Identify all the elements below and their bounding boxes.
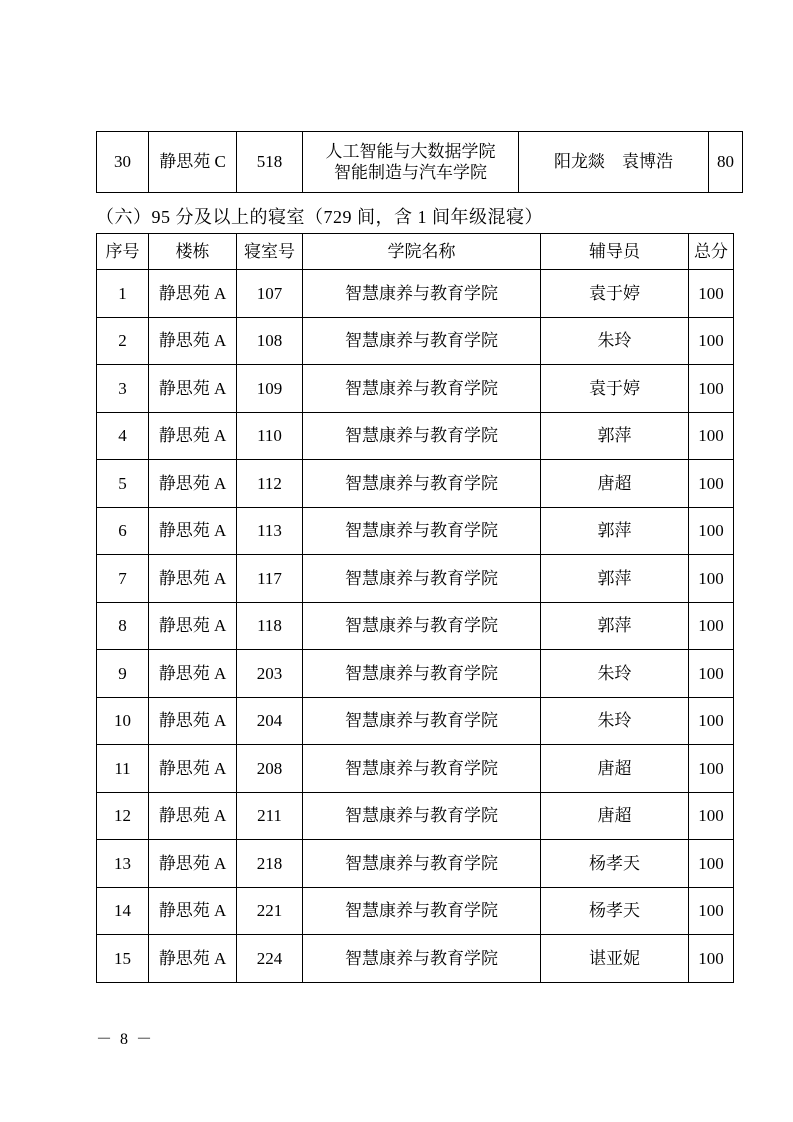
table-row: [97, 602, 734, 650]
cell-counselor: 朱玲: [541, 650, 689, 698]
cell-building: 静思苑 A: [149, 317, 237, 365]
cell-college: 智慧康养与教育学院: [303, 317, 541, 365]
cell-building: 静思苑 A: [149, 650, 237, 698]
cell-room: 113: [237, 507, 303, 555]
cell-room: 208: [237, 745, 303, 793]
cell-room: 107: [237, 270, 303, 318]
cell-room: 221: [237, 887, 303, 935]
cell-college: 智慧康养与教育学院: [303, 650, 541, 698]
table-row: [97, 697, 734, 745]
cell-no: 10: [97, 697, 149, 745]
cell-score: 100: [689, 555, 734, 603]
cell-score: 100: [689, 792, 734, 840]
cell-score: 100: [689, 460, 734, 508]
table-row: [97, 132, 743, 193]
cell-college: 智慧康养与教育学院: [303, 602, 541, 650]
cell-college: 智慧康养与教育学院: [303, 460, 541, 508]
cell-building: 静思苑 A: [149, 792, 237, 840]
cell-no: 9: [97, 650, 149, 698]
cell-no: 4: [97, 412, 149, 460]
table-row: [97, 555, 734, 603]
cell-score: 100: [689, 745, 734, 793]
cell-building: 静思苑 A: [149, 697, 237, 745]
cell-building: 静思苑 A: [149, 602, 237, 650]
cell-no: 5: [97, 460, 149, 508]
table-row: [97, 935, 734, 983]
section-heading: （六）95 分及以上的寝室（729 间，含 1 间年级混寝）: [96, 207, 543, 227]
cell-room: 112: [237, 460, 303, 508]
header-college: 学院名称: [303, 234, 541, 270]
college-line-2: 智能制造与汽车学院: [334, 163, 487, 182]
cell-counselor: 朱玲: [541, 317, 689, 365]
cell-counselor: 阳龙燚 袁博浩: [519, 132, 709, 193]
cell-counselor: 郭萍: [541, 507, 689, 555]
cell-building: 静思苑 A: [149, 555, 237, 603]
cell-room: 518: [237, 132, 303, 193]
cell-counselor: 唐超: [541, 792, 689, 840]
cell-college: 智慧康养与教育学院: [303, 697, 541, 745]
cell-score: 100: [689, 270, 734, 318]
cell-score: 100: [689, 840, 734, 888]
cell-no: 8: [97, 602, 149, 650]
cell-room: 204: [237, 697, 303, 745]
table-row: [97, 650, 734, 698]
cell-no: 7: [97, 555, 149, 603]
cell-college: 智慧康养与教育学院: [303, 792, 541, 840]
table-header-row: [97, 234, 734, 270]
cell-no: 6: [97, 507, 149, 555]
table-row: [97, 460, 734, 508]
header-no: 序号: [97, 234, 149, 270]
cell-no: 30: [97, 132, 149, 193]
cell-score: 100: [689, 935, 734, 983]
cell-room: 224: [237, 935, 303, 983]
cell-no: 15: [97, 935, 149, 983]
table-row: [97, 887, 734, 935]
cell-room: 109: [237, 365, 303, 413]
cell-college: 智慧康养与教育学院: [303, 555, 541, 603]
cell-college: 智慧康养与教育学院: [303, 412, 541, 460]
cell-no: 12: [97, 792, 149, 840]
cell-counselor: 郭萍: [541, 602, 689, 650]
cell-building: 静思苑 C: [149, 132, 237, 193]
cell-room: 218: [237, 840, 303, 888]
previous-section-table: [96, 131, 743, 193]
cell-room: 118: [237, 602, 303, 650]
cell-building: 静思苑 A: [149, 412, 237, 460]
cell-counselor: 谌亚妮: [541, 935, 689, 983]
cell-college: [303, 132, 519, 193]
cell-room: 211: [237, 792, 303, 840]
cell-counselor: 朱玲: [541, 697, 689, 745]
cell-no: 11: [97, 745, 149, 793]
cell-score: 80: [709, 132, 743, 193]
cell-no: 2: [97, 317, 149, 365]
cell-no: 13: [97, 840, 149, 888]
header-room: 寝室号: [237, 234, 303, 270]
cell-no: 1: [97, 270, 149, 318]
cell-score: 100: [689, 412, 734, 460]
cell-counselor: 唐超: [541, 460, 689, 508]
cell-college: 智慧康养与教育学院: [303, 365, 541, 413]
cell-score: 100: [689, 317, 734, 365]
cell-building: 静思苑 A: [149, 935, 237, 983]
cell-counselor: 袁于婷: [541, 365, 689, 413]
cell-building: 静思苑 A: [149, 507, 237, 555]
table-row: [97, 412, 734, 460]
cell-building: 静思苑 A: [149, 460, 237, 508]
cell-college: 智慧康养与教育学院: [303, 840, 541, 888]
cell-college: 智慧康养与教育学院: [303, 270, 541, 318]
cell-no: 14: [97, 887, 149, 935]
cell-college: 智慧康养与教育学院: [303, 935, 541, 983]
cell-counselor: 郭萍: [541, 412, 689, 460]
cell-score: 100: [689, 365, 734, 413]
cell-building: 静思苑 A: [149, 887, 237, 935]
cell-room: 203: [237, 650, 303, 698]
header-building: 楼栋: [149, 234, 237, 270]
cell-building: 静思苑 A: [149, 840, 237, 888]
cell-college: 智慧康养与教育学院: [303, 507, 541, 555]
table-row: [97, 317, 734, 365]
cell-room: 108: [237, 317, 303, 365]
cell-college: 智慧康养与教育学院: [303, 887, 541, 935]
cell-building: 静思苑 A: [149, 365, 237, 413]
table-row: [97, 270, 734, 318]
cell-counselor: 袁于婷: [541, 270, 689, 318]
cell-building: 静思苑 A: [149, 745, 237, 793]
table-row: [97, 840, 734, 888]
cell-score: 100: [689, 887, 734, 935]
cell-counselor: 郭萍: [541, 555, 689, 603]
cell-counselor: 唐超: [541, 745, 689, 793]
cell-no: 3: [97, 365, 149, 413]
table-row: [97, 792, 734, 840]
table-row: [97, 365, 734, 413]
cell-college: 智慧康养与教育学院: [303, 745, 541, 793]
cell-room: 110: [237, 412, 303, 460]
header-score: 总分: [689, 234, 734, 270]
cell-score: 100: [689, 697, 734, 745]
page-number: － 8 －: [96, 1031, 155, 1048]
table-row: [97, 507, 734, 555]
cell-counselor: 杨孝天: [541, 840, 689, 888]
cell-score: 100: [689, 650, 734, 698]
cell-room: 117: [237, 555, 303, 603]
cell-score: 100: [689, 507, 734, 555]
table-row: [97, 745, 734, 793]
college-line-1: 人工智能与大数据学院: [325, 141, 496, 161]
cell-score: 100: [689, 602, 734, 650]
dormitory-table: [96, 233, 734, 983]
header-counselor: 辅导员: [541, 234, 689, 270]
cell-counselor: 杨孝天: [541, 887, 689, 935]
cell-building: 静思苑 A: [149, 270, 237, 318]
